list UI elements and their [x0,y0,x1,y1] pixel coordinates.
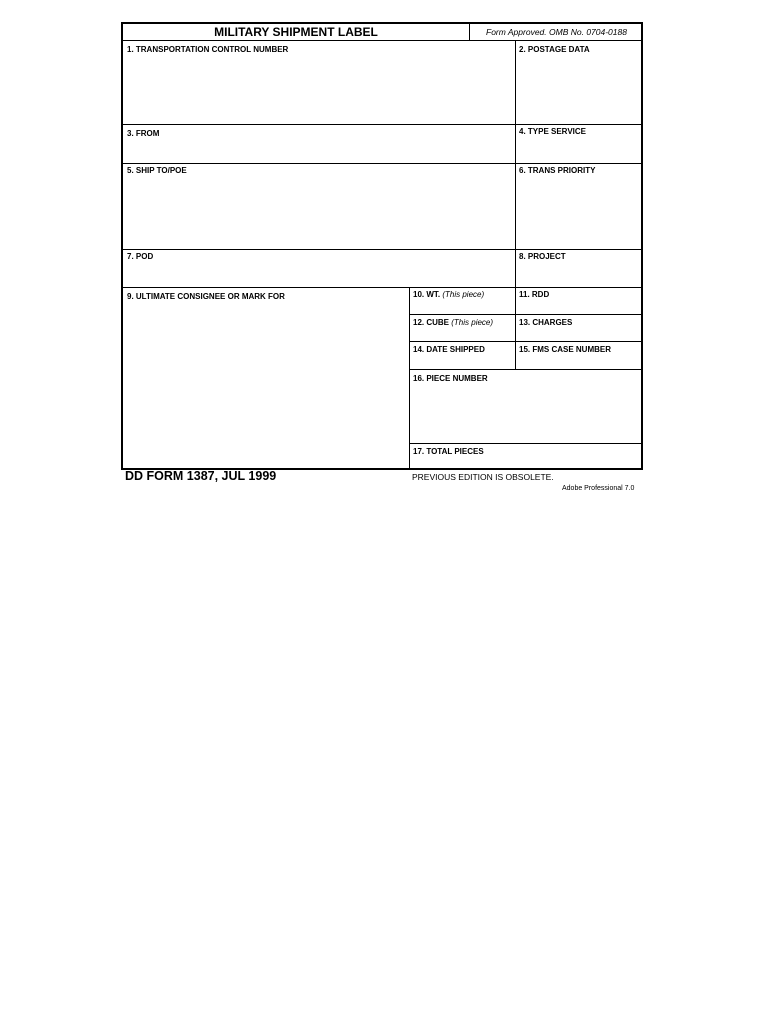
field-label: 4. TYPE SERVICE [519,127,586,136]
field-fms-case-number[interactable] [515,341,641,369]
field-label: 11. RDD [519,290,550,299]
field-label: 16. PIECE NUMBER [413,374,488,383]
field-transportation-control-number[interactable] [123,40,515,124]
field-ultimate-consignee[interactable] [123,287,409,468]
field-label: 6. TRANS PRIORITY [519,166,596,175]
field-trans-priority[interactable] [515,163,641,249]
field-label: 5. SHIP TO/POE [127,166,187,175]
producer-note: Adobe Professional 7.0 [562,485,635,492]
field-ship-to-poe[interactable] [123,163,515,249]
field-weight[interactable] [409,287,515,314]
field-pod[interactable] [123,249,515,287]
field-label: 3. FROM [127,129,160,138]
field-date-shipped[interactable] [409,341,515,369]
field-rdd[interactable] [515,287,641,314]
field-project[interactable] [515,249,641,287]
field-label [413,290,484,299]
omb-approval: Form Approved. OMB No. 0704-0188 [486,27,627,37]
field-label: 14. DATE SHIPPED [413,345,485,354]
field-charges[interactable] [515,314,641,341]
field-label: 17. TOTAL PIECES [413,447,484,456]
field-label-note: (This piece) [451,318,494,327]
form-identifier: DD FORM 1387, JUL 1999 [125,469,277,483]
previous-edition-note: PREVIOUS EDITION IS OBSOLETE. [412,472,554,482]
field-label: 9. ULTIMATE CONSIGNEE OR MARK FOR [127,292,285,301]
field-total-pieces[interactable] [409,443,641,468]
field-label: 8. PROJECT [519,252,566,261]
field-label-text: 10. WT. [413,290,441,299]
field-cube[interactable] [409,314,515,341]
field-postage-data[interactable] [515,40,641,124]
field-label-text: 12. CUBE [413,318,450,327]
field-label-note: (This piece) [442,290,485,299]
field-label [413,318,493,327]
field-from[interactable] [123,124,515,163]
field-label: 1. TRANSPORTATION CONTROL NUMBER [127,45,289,54]
field-label: 2. POSTAGE DATA [519,45,590,54]
form-title: MILITARY SHIPMENT LABEL [214,25,378,39]
field-label: 13. CHARGES [519,318,573,327]
field-type-service[interactable] [515,124,641,163]
header-divider [469,24,470,40]
field-label: 15. FMS CASE NUMBER [519,345,612,354]
field-label: 7. POD [127,252,154,261]
shipment-label-form [121,22,643,470]
field-piece-number[interactable] [409,369,641,443]
